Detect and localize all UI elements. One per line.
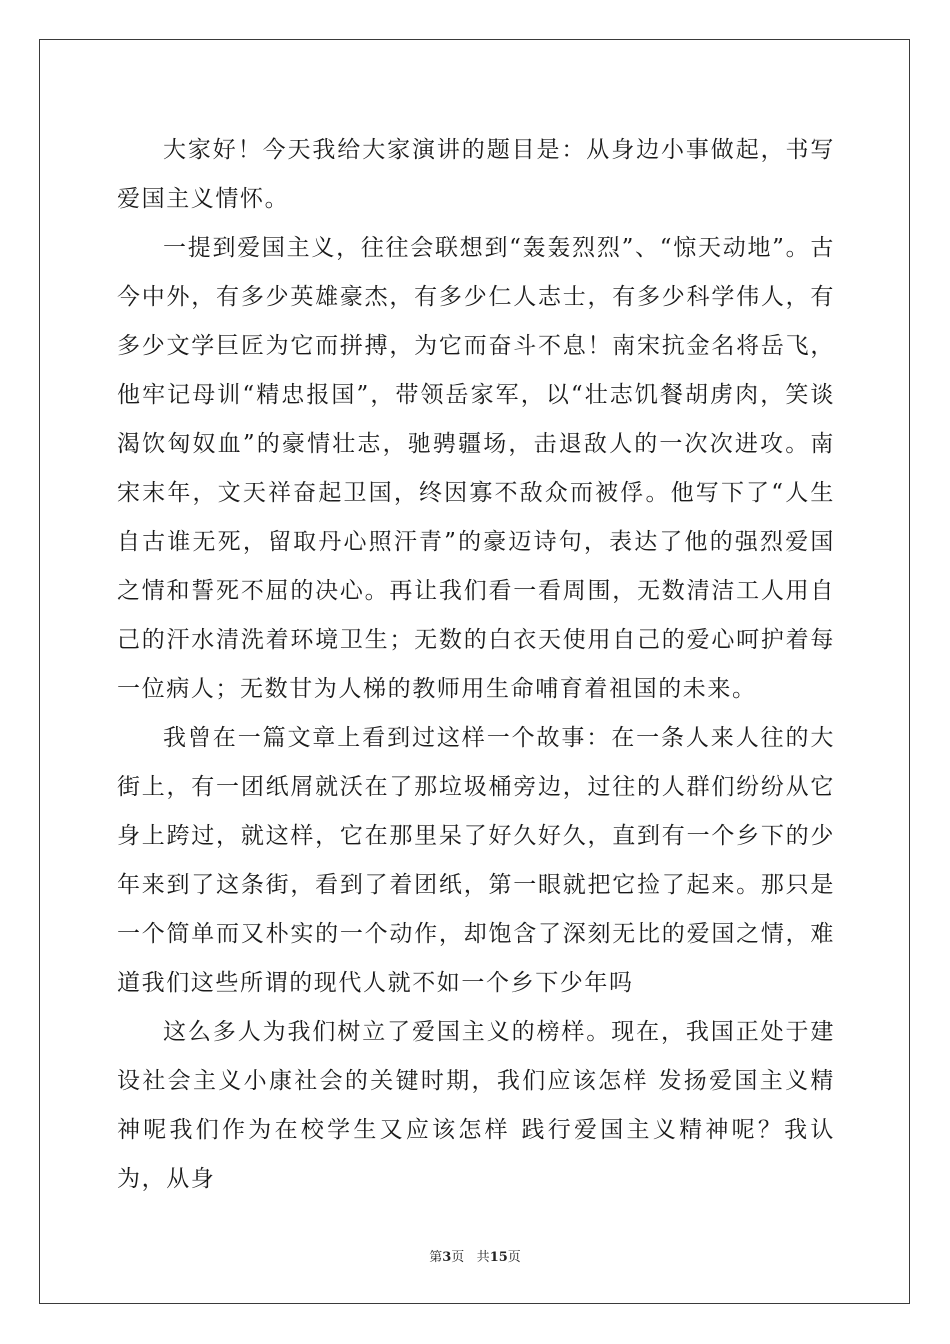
page-current-number: 3	[442, 1250, 452, 1265]
total-suffix: 页	[507, 1250, 521, 1265]
total-prefix: 共	[476, 1250, 490, 1265]
page-prefix: 第	[429, 1250, 443, 1265]
page-footer	[0, 1246, 950, 1265]
page-total-number: 15	[489, 1250, 508, 1265]
page-suffix: 页	[451, 1250, 465, 1265]
document-body	[117, 126, 835, 1204]
paragraph-story: 我曾在一篇文章上看到过这样一个故事：在一条人来人往的大街上，有一团纸屑就沃在了那垃圾桶旁边，过往的人群们纷纷从它身上跨过，就这样，它在那里呆了好久好久，直到有一个乡下的少年来到了这条街，看到了着团纸，第一眼就把它捡了起来。那只是一个简单而又朴实的一个动作，却饱含了深刻无比的爱国之情，难道我们这些所谓的现代人就不如一个乡下少年吗	[117, 725, 835, 996]
paragraph-patriotism-examples: 一提到爱国主义，往往会联想到“轰轰烈烈”、“惊天动地”。古今中外，有多少英雄豪杰，有多少仁人志士，有多少科学伟人，有多少文学巨匠为它而拼搏，为它而奋斗不息！南宋抗金名将岳飞，他牢记母训“精忠报国”，带领岳家军，以“壮志饥餐胡虏肉，笑谈渴饮匈奴血”的豪情壮志，驰骋疆场，击退敌人的一次次进攻。南宋末年，文天祥奋起卫国，终因寡不敌众而被俘。他写下了“人生自古谁无死，留取丹心照汗青”的豪迈诗句，表达了他的强烈爱国之情和誓死不屈的决心。再让我们看一看周围，无数清洁工人用自己的汗水清洗着环境卫生；无数的白衣天使用自己的爱心呵护着每一位病人；无数甘为人梯的教师用生命哺育着祖国的未来。	[117, 235, 835, 702]
paragraph-greeting: 大家好！今天我给大家演讲的题目是：从身边小事做起，书写爱国主义情怀。	[117, 137, 835, 212]
paragraph-conclusion: 这么多人为我们树立了爱国主义的榜样。现在，我国正处于建设社会主义小康社会的关键时期，我们应该怎样 发扬爱国主义精神呢我们作为在校学生又应该怎样 践行爱国主义精神呢？我认为，从身	[117, 1019, 835, 1192]
